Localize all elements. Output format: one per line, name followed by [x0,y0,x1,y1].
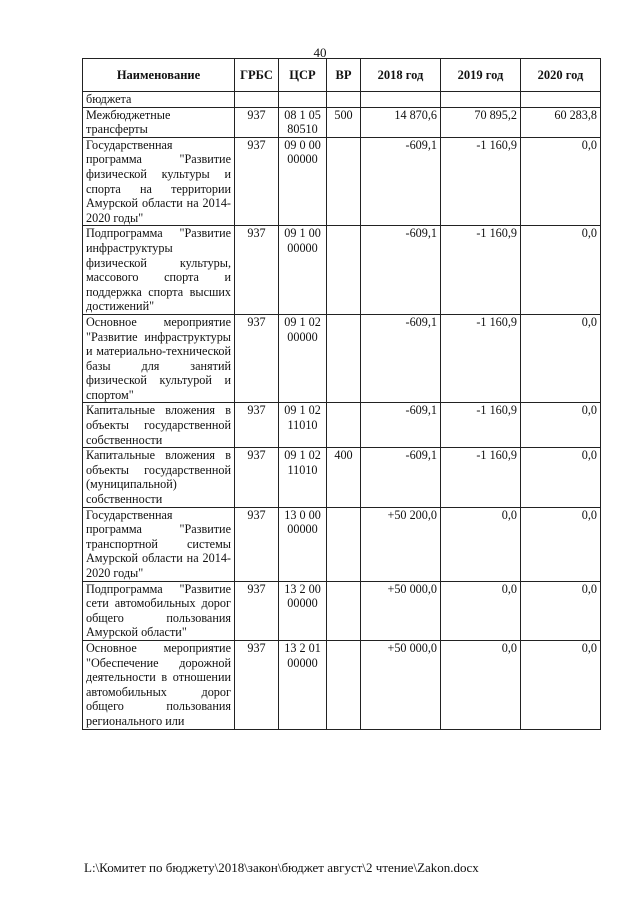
row-2019: 0,0 [441,640,521,729]
row-2020: 0,0 [521,507,601,581]
row-grbs: 937 [235,507,279,581]
row-2018: +50 200,0 [361,507,441,581]
row-csr: 13 0 00 00000 [279,507,327,581]
row-2019: -1 160,9 [441,226,521,315]
table-row [83,137,601,226]
row-grbs: 937 [235,448,279,507]
row-2020: 0,0 [521,581,601,640]
table-row [83,581,601,640]
row-2020: 0,0 [521,640,601,729]
table-row [83,448,601,507]
row-csr: 09 1 02 11010 [279,403,327,448]
table-row [83,403,601,448]
row-2018: -609,1 [361,403,441,448]
header-2018: 2018 год [361,59,441,92]
row-2020: 0,0 [521,403,601,448]
page-number: 40 [313,45,327,60]
table-row [83,314,601,403]
row-csr: 09 1 00 00000 [279,226,327,315]
header-vr: ВР [327,59,361,92]
row-vr [327,640,361,729]
row-grbs: 937 [235,581,279,640]
row-name: Подпрограмма "Развитие инфраструктуры физической культуры, массового спорта и поддержка спорта высших достижений" [83,226,235,315]
row-name: Государственная программа "Развитие физической культуры и спорта на территории Амурской области на 2014-2020 годы" [83,137,235,226]
row-2018: 14 870,6 [361,107,441,137]
row-vr: 500 [327,107,361,137]
row-name: Межбюджетные трансферты [83,107,235,137]
row-2018: +50 000,0 [361,581,441,640]
row-2018: -609,1 [361,448,441,507]
row-2018: +50 000,0 [361,640,441,729]
row-vr: 400 [327,448,361,507]
row-2020: 0,0 [521,226,601,315]
row-2018: -609,1 [361,226,441,315]
row-grbs: 937 [235,137,279,226]
row-vr [327,581,361,640]
row-csr: 09 1 02 11010 [279,448,327,507]
row-2019: 0,0 [441,581,521,640]
table-row [83,107,601,137]
row-csr: 13 2 00 00000 [279,581,327,640]
row-vr [327,226,361,315]
table-row [83,226,601,315]
table-row-continuation [83,92,601,108]
row-csr: 13 2 01 00000 [279,640,327,729]
row-2019: -1 160,9 [441,448,521,507]
header-csr: ЦСР [279,59,327,92]
row-grbs: 937 [235,314,279,403]
row-name: Государственная программа "Развитие транспортной системы Амурской области на 2014-2020 годы" [83,507,235,581]
row-grbs: 937 [235,226,279,315]
table-row [83,640,601,729]
row-name: Капитальные вложения в объекты государственной собственности [83,403,235,448]
row-name: Основное мероприятие "Развитие инфраструктуры и материально-технической базы для занятий физической культурой и спортом" [83,314,235,403]
row-name: Подпрограмма "Развитие сети автомобильных дорог общего пользования Амурской области" [83,581,235,640]
row-csr: 09 1 02 00000 [279,314,327,403]
header-2020: 2020 год [521,59,601,92]
row-vr [327,403,361,448]
row-csr: 08 1 05 80510 [279,107,327,137]
row-2019: -1 160,9 [441,137,521,226]
row-csr: 09 0 00 00000 [279,137,327,226]
footer-file-path: L:\Комитет по бюджету\2018\закон\бюджет август\2 чтение\Zakon.docx [84,860,479,875]
row-2019: -1 160,9 [441,314,521,403]
row-name: Основное мероприятие "Обеспечение дорожной деятельности в отношении автомобильных дорог общего пользования регионального или [83,640,235,729]
row-name: Капитальные вложения в объекты государственной (муниципальной) собственности [83,448,235,507]
row-2019: 0,0 [441,507,521,581]
table-header-row [83,59,601,92]
row-2019: -1 160,9 [441,403,521,448]
table-row [83,507,601,581]
row-2020: 0,0 [521,137,601,226]
row-2018: -609,1 [361,314,441,403]
row-vr [327,507,361,581]
row-2020: 0,0 [521,448,601,507]
budget-table [82,58,601,730]
header-2019: 2019 год [441,59,521,92]
row-2020: 60 283,8 [521,107,601,137]
row-2018: -609,1 [361,137,441,226]
row-grbs: 937 [235,403,279,448]
row-2019: 70 895,2 [441,107,521,137]
row-vr [327,314,361,403]
row-grbs: 937 [235,640,279,729]
header-grbs: ГРБС [235,59,279,92]
row-vr [327,137,361,226]
row-2020: 0,0 [521,314,601,403]
header-name: Наименование [83,59,235,92]
row-grbs: 937 [235,107,279,137]
continuation-text: бюджета [83,92,235,108]
